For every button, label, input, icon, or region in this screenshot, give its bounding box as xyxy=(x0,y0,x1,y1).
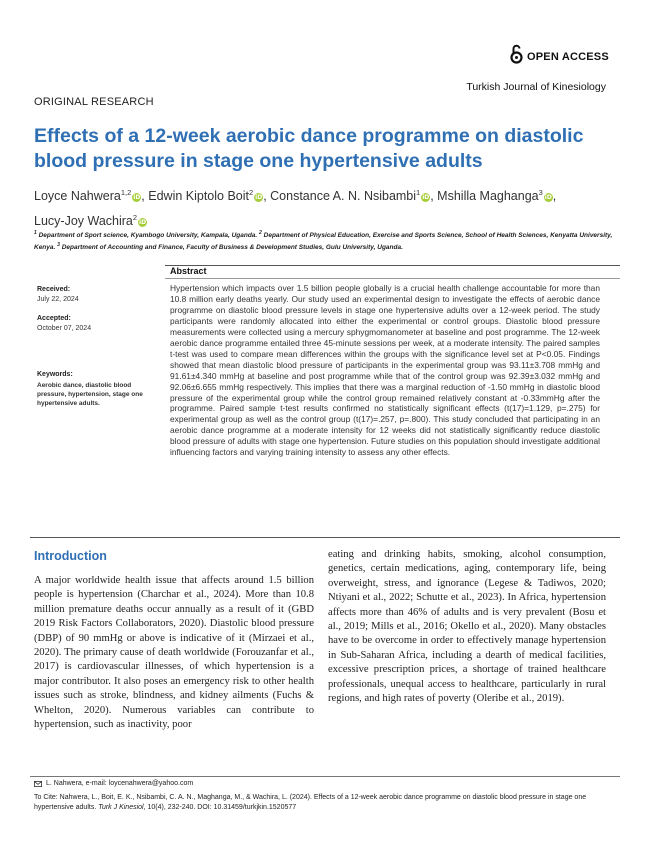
introduction-column-right: eating and drinking habits, smoking, alcohol consumption, genetics, certain medications, aging, contemporary life, being overweight, stress, and ignorance (Legese & Tadiwos, 2020; Ntiyani et al., 2022; Schutte et al., 2023). In Africa, hypertension affects more than 46% of adults and is very prevalent (Bosu et al., 2019; Mills et al., 2016; Okello et al., 2020). Many obstacles have to be overcome in order to effectively manage hypertension in Sub-Saharan Africa, including a dearth of medical facilities, excessive prescription prices, a shortage of trained healthcare professionals, unequal access to healthcare, particularly in rural regions, and high rates of poverty (Oleribe et al., 2019). xyxy=(328,549,606,705)
open-access-badge xyxy=(510,44,609,64)
mail-icon xyxy=(34,781,42,787)
author: Edwin Kiptolo Boit$^2$iD xyxy=(148,188,263,204)
keywords: Aerobic dance, diastolic blood pressure, hypertension, stage one hypertensive adults. xyxy=(37,382,143,407)
journal-name: Turkish Journal of Kinesiology xyxy=(466,81,606,93)
orcid-icon[interactable]: iD xyxy=(139,219,147,227)
correspondence-text[interactable]: L. Nahwera, e-mail: loycenahwera@yahoo.com xyxy=(46,780,194,787)
footnote-rule xyxy=(30,776,620,777)
abstract-heading: Abstract xyxy=(170,266,207,276)
author: Mshilla Maghanga$^3$iD xyxy=(437,188,552,204)
affiliations: $^1$ Department of Sport science, Kyambogo University, Kampala, Uganda. $^2$ Department of Physical Education, Exercise and Sports Science, School of Health Sciences, Kenyatta University, Kenya. $^3$ Department of Accounting and Finance, Faculty of Business & Development Studies, Gulu University, Uganda. xyxy=(34,230,613,251)
author: Loyce Nahwera$^{1,2}$iD xyxy=(34,188,141,204)
article-title: Effects of a 12-week aerobic dance programme on diastolic blood pressure in stage one hypertensive adults xyxy=(34,125,584,172)
orcid-icon[interactable]: iD xyxy=(133,194,141,202)
keywords-label: Keywords: xyxy=(37,371,73,378)
open-access-label: OPEN ACCESS xyxy=(527,51,609,63)
abstract-divider xyxy=(165,278,620,279)
abstract-top-rule xyxy=(165,265,620,266)
received-label: Received: xyxy=(37,286,71,293)
orcid-icon[interactable]: iD xyxy=(544,194,552,202)
abstract-bottom-rule xyxy=(30,537,620,538)
orcid-icon[interactable]: iD xyxy=(422,194,430,202)
orcid-icon[interactable]: iD xyxy=(255,194,263,202)
open-access-lock-icon xyxy=(510,44,523,64)
article-type: ORIGINAL RESEARCH xyxy=(34,96,154,108)
introduction-heading: Introduction xyxy=(34,549,107,563)
accepted-label: Accepted: xyxy=(37,315,71,322)
introduction-column-left: A major worldwide health issue that affects around 1.5 billion people is hypertension (Charchar et al., 2024). More than 10.8 million premature deaths occur annually as a result of it (GBD 2019 Risk Factors Collaborators, 2020). Diastolic blood pressure (DBP) of 90 mmHg or above is indicative of it (Mirzaei et al., 2020). The primary cause of death worldwide (Forouzanfar et al., 2017) is cardiovascular illnesses, of which hypertension is a major contributor. It also poses an emergency risk to other health issues such as stroke, blindness, and kidney ailments (Fuchs & Whelton, 2020). Numerous variables can contribute to hypertension, such as inactivity, poor xyxy=(34,575,314,731)
correspondence xyxy=(34,780,193,787)
author: Lucy-Joy Wachira$^2$iD xyxy=(34,213,147,229)
abstract-text: Hypertension which impacts over 1.5 billion people globally is a crucial health challenge accountable for more than 10.8 million early deaths yearly. Our study used an experimental design to investigate the effects of aerobic dance programme on diastolic blood pressure levels in stage one hypertensive adults over a 12-week period. The study participants were randomly allocated into either the experimental or control groups. Diastolic blood pressure measurements were collected using a mercury sphygmomanometer at baseline and post programme. The 12-week aerobic dance programme entailed three 45-minute sessions per week, at a moderate intensity. The paired samples t-test was used to compare mean differences within the groups with the significance level set at P<0.05. Findings showed that mean diastolic blood pressure of participants in the experimental group was 93.11±3.708 mmHg and 91.61±4.340 mmHg at baseline and post programme while that of the control group was 92.39±3.032 mmHg and 92.06±6.655 mmHg respectively. This implies that there was a marginal reduction of -1.50 mmHg in diastolic blood pressure of the experimental group while the control group remained relatively constant at -0.33mmHg after the programme. Paired sample t-test results confirmed no statistically significant effects (t(17)=1.129, p=.275) for experimental group as well as the control group (t(17)=.257, p=.800). This study concluded that participating in an aerobic dance programme at a moderate intensity for 12 weeks did not statistically significantly reduce diastolic blood pressure of adults with stage one hypertension. Future studies on this population should investigate additional influencing factors and varying training intensity to assess any other effects. xyxy=(170,283,600,458)
author: Constance A. N. Nsibambi$^1$iD xyxy=(270,188,430,204)
citation: To Cite: Nahwera, L., Boit, E. K., Nsibambi, C. A. N., Maghanga, M., & Wachira, L. (2024). Effects of a 12-week aerobic dance programme on diastolic blood pressure in stage one hypertensive adults. Turk J Kinesiol, 10(4), 232-240. DOI: 10.31459/turkjkin.1520577 xyxy=(34,794,587,811)
author-list: Loyce Nahwera$^{1,2}$iD, Edwin Kiptolo Boit$^2$iD, Constance A. N. Nsibambi$^1$iD, Mshilla Maghanga$^3$iD, Lucy-Joy Wachira$^2$iD xyxy=(34,188,557,229)
received-date: July 22, 2024 xyxy=(37,296,79,303)
accepted-date: October 07, 2024 xyxy=(37,325,92,332)
